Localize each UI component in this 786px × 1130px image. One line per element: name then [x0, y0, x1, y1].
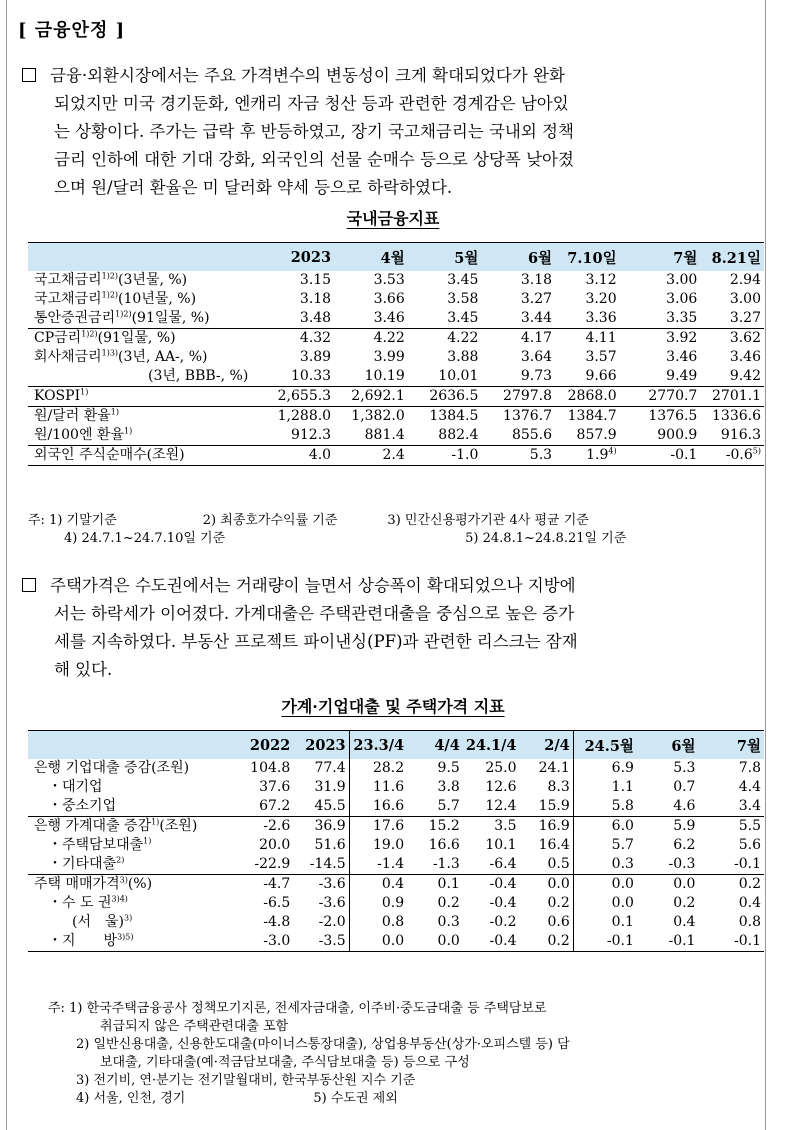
table1-cell: 4.0	[308, 447, 332, 463]
table2-cell: -22.9	[254, 856, 291, 872]
row-label-text: 국고채금리	[34, 272, 102, 288]
table2-cell: 25.0	[485, 760, 517, 776]
table2-cell: 16.4	[538, 837, 570, 853]
para1-line: 되었지만 미국 경기둔화, 엔캐리 자금 청산 등과 관련한 경계감은 남아있	[54, 94, 569, 113]
table2-cell: 4.4	[738, 779, 761, 795]
table1-cell: 3.18	[520, 272, 553, 288]
table2-cell: 3.5	[494, 818, 517, 834]
table1-cell: 3.00	[729, 291, 761, 307]
table2-cell: -0.1	[734, 856, 761, 872]
footnote-marker: 2)	[116, 855, 125, 865]
table2-cell: -0.4	[489, 876, 517, 892]
table1-cell: 2770.7	[648, 388, 698, 404]
table1-cell: 3.44	[520, 310, 553, 326]
row-label-text: 국고채금리	[34, 291, 102, 307]
table1-cell: 3.06	[666, 291, 698, 307]
para1-line: 금리 인하에 대한 기대 강화, 외국인의 선물 순매수 등으로 상당폭 낮아졌	[54, 150, 574, 169]
table1-cell: 881.4	[364, 427, 405, 443]
footnote-marker: 1)2)	[101, 271, 119, 281]
table2-row	[28, 759, 764, 778]
table2-header-cell: 7월	[698, 731, 764, 760]
row-unit-text: (조원)	[159, 818, 198, 834]
row-label-text: 은행 기업대출 증감(조원)	[34, 760, 190, 776]
table2-header-cell: 2/4	[520, 731, 574, 760]
footnote-marker: 3)	[119, 875, 128, 885]
footnote-marker: 1)2)	[115, 309, 132, 319]
table2-cell: 0.9	[349, 894, 407, 913]
table2-cell: -3.5	[318, 933, 346, 949]
table1-notes	[28, 512, 768, 548]
table1-header-cell: 2023	[253, 243, 334, 272]
table1-row	[28, 348, 764, 367]
table1-cell: 2636.5	[429, 388, 479, 404]
table2-cell: 0.0	[349, 932, 407, 952]
table1-cell: 2797.8	[503, 388, 553, 404]
para1-line: 으며 원/달러 환율은 미 달러화 약세 등으로 하락하였다.	[54, 178, 453, 197]
table2-header-cell: 6월	[637, 731, 699, 760]
row-label-text: 회사채금리	[34, 349, 102, 365]
note: 보대출, 기타대출(예·적금담보대출, 주식담보대출 등) 등으로 구성	[100, 1055, 470, 1070]
table1-cell: 10.01	[438, 368, 479, 384]
footnote-marker: 3)5)	[117, 932, 134, 942]
table2-cell: 12.4	[485, 798, 517, 814]
table2-cell: -1.3	[432, 856, 460, 872]
table2-cell: -0.1	[734, 933, 761, 949]
table2-cell: -1.4	[349, 855, 407, 875]
table2-header-cell: 4/4	[407, 731, 463, 760]
table2-cell: 17.6	[349, 817, 407, 837]
table1-row	[28, 290, 764, 309]
table2-cell: -3.0	[263, 933, 291, 949]
domestic-financial-indicators-table	[28, 242, 764, 466]
note: 2) 최종호가수익률 기준	[202, 513, 338, 528]
table2-cell: 0.3	[573, 855, 637, 875]
table2-cell: 104.8	[250, 760, 291, 776]
table1-row-label	[28, 387, 253, 407]
note: 취급되지 않은 주택관련대출 포함	[100, 1019, 289, 1034]
table1-header-cell	[28, 243, 253, 272]
table1-cell: 3.64	[520, 349, 553, 365]
note: 3) 전기비, 연·분기는 전기말월대비, 한국부동산원 지수 기준	[76, 1073, 416, 1088]
table2-cell: 5.5	[738, 818, 761, 834]
footnote-marker: 1)	[110, 407, 120, 417]
table1-cell: 3.20	[585, 291, 617, 307]
paragraph-financial-markets	[22, 62, 764, 202]
table2-header-cell: 2023	[293, 731, 349, 760]
table1-row	[28, 329, 764, 349]
table2-cell: 0.2	[547, 933, 570, 949]
table2-row	[28, 778, 764, 797]
note: 5) 수도권 제외	[313, 1091, 398, 1106]
table2-cell: -0.1	[668, 933, 696, 949]
left-border	[6, 0, 7, 1130]
table2-cell: -0.4	[489, 933, 517, 949]
note: 2) 일반신용대출, 신용한도대출(마이너스통장대출), 상업용부동산(상가·오피스텔 등) 담	[76, 1037, 570, 1052]
table2-row-label	[28, 855, 237, 875]
table1-row-label	[28, 309, 253, 329]
table2-cell: 8.3	[547, 779, 570, 795]
table1-cell: 3.89	[299, 349, 332, 365]
footnote-marker: 1)3)	[101, 348, 119, 358]
table1-cell: 3.45	[447, 310, 479, 326]
table2-row-label	[28, 797, 237, 817]
table2-cell: 5.9	[673, 818, 696, 834]
table2-cell: -3.6	[318, 895, 346, 911]
row-unit-text: (3년물, %)	[118, 272, 188, 288]
row-unit-text: (3년, BBB-, %)	[148, 368, 249, 384]
table1-row-label	[28, 446, 253, 466]
table2-cell: 5.7	[437, 798, 460, 814]
table2-cell: -3.6	[318, 876, 346, 892]
table1-cell: 1,288.0	[277, 408, 332, 424]
row-label-text: 은행 가계대출 증감	[34, 818, 152, 834]
table1-row	[28, 271, 764, 290]
table2-cell: 67.2	[259, 798, 291, 814]
table1-cell: 1,382.0	[351, 408, 405, 424]
footnote-marker: 1)	[124, 426, 133, 436]
table1-cell: 3.27	[520, 291, 553, 307]
table2-cell: 0.0	[547, 876, 570, 892]
table1-cell: 2,692.1	[351, 388, 405, 404]
table1-row	[28, 367, 764, 387]
section-title: [ 금융안정 ]	[18, 20, 126, 41]
table2-row-label	[28, 894, 237, 913]
table2-cell: 0.7	[673, 779, 696, 795]
table1-cell: 4.22	[373, 330, 405, 346]
note: 3) 민간신용평가기관 4사 평균 기준	[387, 513, 589, 528]
table1-row-label	[28, 348, 253, 367]
table2-row-label	[28, 817, 237, 837]
table1-cell: 916.3	[720, 427, 761, 443]
table2-cell: 11.6	[349, 778, 407, 797]
table1-row-label	[28, 290, 253, 309]
table2-title: 가계·기업대출 및 주택가격 지표	[281, 697, 505, 716]
table1-cell: 855.6	[511, 427, 553, 443]
para1-line: 는 상황이다. 주가는 급락 후 반등하였고, 장기 국고채금리는 국내외 정책	[54, 122, 574, 141]
table2-cell: 5.3	[673, 760, 696, 776]
table1-row-label	[28, 271, 253, 290]
table1-cell: 9.73	[520, 368, 553, 384]
table1-cell: 3.46	[729, 349, 761, 365]
table1-row	[28, 426, 764, 446]
table1-cell: 3.92	[666, 330, 698, 346]
table1-cell: 3.35	[666, 310, 698, 326]
table2-cell: 3.8	[437, 779, 460, 795]
note: 주: 1) 한국주택금융공사 정책모기지론, 전세자금대출, 이주비·중도금대출 등 주택담보로	[48, 1001, 547, 1016]
table1-cell: 3.58	[447, 291, 479, 307]
table1-cell: 9.66	[585, 368, 617, 384]
table2-cell: -4.8	[263, 914, 291, 930]
table2-cell: 0.1	[437, 876, 460, 892]
table2-cell: 0.0	[573, 875, 637, 895]
table1-header-cell: 8.21일	[700, 243, 764, 272]
row-unit-text: (%)	[127, 876, 153, 892]
row-label-text: ・주택담보대출	[48, 837, 144, 853]
table2-cell: 10.1	[485, 837, 517, 853]
table1-cell: -0.6$^{5)}$	[725, 446, 761, 463]
table2-header-cell: 23.3/4	[349, 731, 407, 760]
table1-cell: 3.18	[299, 291, 332, 307]
table2-row-label	[28, 836, 237, 855]
row-label-text: CP금리	[34, 330, 82, 346]
table1-cell: 882.4	[438, 427, 479, 443]
table2-row-label	[28, 932, 237, 952]
table2-cell: 5.8	[573, 797, 637, 817]
note: 4) 24.7.1~24.7.10일 기준	[64, 531, 226, 546]
table2-cell: 51.6	[314, 837, 346, 853]
table2-header-cell	[28, 731, 237, 760]
table2-row-label	[28, 778, 237, 797]
table2-cell: 5.6	[738, 837, 761, 853]
table1-cell: 3.45	[447, 272, 479, 288]
table2-cell: 15.9	[538, 798, 570, 814]
table2-row	[28, 913, 764, 932]
table2-cell: 0.4	[349, 875, 407, 895]
footnote-marker: 1)2)	[101, 290, 119, 300]
table2-cell: 20.0	[259, 837, 291, 853]
table2-cell: 0.5	[547, 856, 570, 872]
table1-row-label	[28, 329, 253, 349]
table1-cell: 1384.7	[567, 408, 617, 424]
table1-cell: 2,655.3	[277, 388, 332, 404]
table1-cell: 912.3	[290, 427, 332, 443]
table2-cell: 16.6	[349, 797, 407, 817]
note: 주: 1) 기말기준	[28, 513, 117, 528]
table2-cell: 0.2	[437, 895, 460, 911]
table2-cell: 28.2	[349, 759, 407, 778]
para1-line: 금융·외환시장에서는 주요 가격변수의 변동성이 크게 확대되었다가 완화	[50, 66, 565, 85]
row-label-text: 원/달러 환율	[34, 408, 111, 424]
table2-cell: 16.9	[538, 818, 570, 834]
table1-cell: 2.4	[382, 447, 405, 463]
row-unit-text: (91일물, %)	[131, 310, 210, 326]
table2-cell: 6.9	[573, 759, 637, 778]
table1-cell: 3.46	[373, 310, 405, 326]
row-label-text: ・대기업	[48, 779, 103, 795]
table2-cell: 4.6	[673, 798, 696, 814]
table2-row	[28, 875, 764, 895]
table1-cell: 1.9$^{4)}$	[586, 446, 617, 463]
table2-cell: 37.6	[259, 779, 291, 795]
table1-cell: 1376.5	[648, 408, 698, 424]
row-unit-text: (3년, AA-, %)	[118, 349, 208, 365]
checkbox-bullet-icon	[22, 578, 36, 592]
table1-title: 국내금융지표	[346, 209, 440, 228]
table1-cell: 3.46	[666, 349, 698, 365]
table1-header-cell: 5월	[408, 243, 482, 272]
row-label-text: ・중소기업	[48, 798, 117, 814]
table1-cell: 3.12	[585, 272, 617, 288]
table1-cell: 3.53	[373, 272, 405, 288]
note: 4) 서울, 인천, 경기	[76, 1091, 186, 1106]
table2-row	[28, 817, 764, 837]
table2-cell: 5.7	[573, 836, 637, 855]
household-corporate-loans-housing-table	[28, 730, 764, 952]
row-label-text: 통안증권금리	[34, 310, 116, 326]
table1-row	[28, 407, 764, 427]
note: 5) 24.8.1~24.8.21일 기준	[465, 531, 627, 546]
table1-header-cell: 7월	[620, 243, 701, 272]
table1-cell: 3.15	[299, 272, 332, 288]
row-label-text: 원/100엔 환율	[34, 427, 124, 443]
table1-cell: 3.48	[299, 310, 332, 326]
table1-cell: 1336.6	[712, 408, 761, 424]
table2-cell: 0.1	[573, 913, 637, 932]
row-label-text: (서 울)	[72, 914, 124, 930]
table2-cell: 45.5	[314, 798, 346, 814]
footnote-marker: 5)	[752, 446, 761, 456]
row-label-text: ・기타대출	[48, 856, 117, 872]
table2-cell: 0.4	[673, 914, 696, 930]
table1-row	[28, 446, 764, 466]
table1-row-label	[28, 367, 253, 387]
table1-cell: 3.66	[373, 291, 405, 307]
table1-row	[28, 309, 764, 329]
row-unit-text: (10년물, %)	[118, 291, 197, 307]
table2-cell: 0.0	[673, 876, 696, 892]
table1-cell: 3.88	[447, 349, 479, 365]
table1-cell: -1.0	[451, 447, 479, 463]
footnote-marker: 1)	[80, 387, 89, 397]
para2-line: 세를 지속하였다. 부동산 프로젝트 파이낸싱(PF)과 관련한 리스크는 잠재	[54, 632, 578, 651]
table2-cell: 15.2	[428, 818, 460, 834]
footnote-marker: 1)	[151, 817, 160, 827]
table1-cell: 5.3	[529, 447, 553, 463]
table2-cell: -6.4	[489, 856, 517, 872]
table2-cell: 36.9	[314, 818, 346, 834]
table2-cell: 0.6	[547, 914, 570, 930]
table2-cell: 1.1	[573, 778, 637, 797]
table1-header-cell: 7.10일	[555, 243, 620, 272]
table2-cell: 12.6	[485, 779, 517, 795]
table2-cell: 3.4	[738, 798, 761, 814]
row-label-text: 주택 매매가격	[34, 876, 120, 892]
table2-cell: -14.5	[309, 856, 346, 872]
table2-row	[28, 855, 764, 875]
table2-cell: -4.7	[263, 876, 291, 892]
table1-cell: 2701.1	[712, 388, 761, 404]
paragraph-housing-loans	[22, 572, 764, 684]
table2-cell: -0.3	[668, 856, 696, 872]
table2-cell: 0.0	[573, 894, 637, 913]
table1-row-label	[28, 426, 253, 446]
footnote-marker: 3)4)	[111, 894, 128, 904]
table1-cell: 2.94	[729, 272, 761, 288]
table2-cell: -2.6	[263, 818, 291, 834]
table1-cell: 10.19	[364, 368, 405, 384]
table2-header-cell: 2022	[237, 731, 293, 760]
table2-cell: -0.4	[489, 895, 517, 911]
table2-cell: 0.8	[738, 914, 761, 930]
table1-cell: 3.57	[585, 349, 617, 365]
table2-cell: 0.2	[738, 876, 761, 892]
table1-cell: 3.99	[373, 349, 405, 365]
table1-cell: 3.27	[729, 310, 761, 326]
table2-cell: 0.0	[437, 933, 460, 949]
table2-row	[28, 932, 764, 952]
footnote-marker: 1)2)	[81, 329, 98, 339]
row-unit-text: (91일물, %)	[97, 330, 176, 346]
checkbox-bullet-icon	[22, 68, 36, 82]
table1-cell: 1376.7	[503, 408, 553, 424]
table2-cell: -2.0	[318, 914, 346, 930]
footnote-marker: 3)	[123, 913, 133, 923]
table2-cell: 19.0	[349, 836, 407, 855]
table2-cell: 24.1	[538, 760, 570, 776]
table2-row-label	[28, 913, 237, 932]
table2-cell: 9.5	[437, 760, 460, 776]
table1-header-cell: 6월	[481, 243, 555, 272]
row-label-text: ・수 도 권	[48, 895, 112, 911]
table2-cell: 16.6	[428, 837, 460, 853]
table2-cell: 0.2	[673, 895, 696, 911]
table1-cell: 4.17	[520, 330, 553, 346]
table2-cell: 0.3	[437, 914, 460, 930]
para2-line: 해 있다.	[54, 660, 113, 679]
para2-line: 서는 하락세가 이어졌다. 가계대출은 주택관련대출을 중심으로 높은 증가	[54, 604, 575, 623]
table1-cell: 900.9	[657, 427, 698, 443]
table2-cell: 0.8	[349, 913, 407, 932]
table1-row	[28, 387, 764, 407]
footnote-marker: 1)	[143, 836, 152, 846]
row-label-text: 외국인 주식순매수(조원)	[34, 447, 185, 463]
table2-cell: 31.9	[314, 779, 346, 795]
table1-cell: 4.22	[447, 330, 479, 346]
table2-header-cell: 24.1/4	[463, 731, 520, 760]
row-label-text: KOSPI	[34, 388, 81, 404]
table1-cell: 4.11	[585, 330, 617, 346]
table1-cell: 10.33	[290, 368, 332, 384]
table2-row-label	[28, 875, 237, 895]
table1-cell: 3.00	[666, 272, 698, 288]
table2-cell: 7.8	[738, 760, 761, 776]
table1-cell: 3.36	[585, 310, 617, 326]
table1-cell: 9.49	[666, 368, 698, 384]
table1-cell: 4.32	[299, 330, 332, 346]
table2-cell: 77.4	[314, 760, 346, 776]
table2-cell: -6.5	[263, 895, 291, 911]
table1-row-label	[28, 407, 253, 427]
table2-cell: -0.2	[489, 914, 517, 930]
table1-header-cell: 4월	[334, 243, 408, 272]
table2-row	[28, 836, 764, 855]
table2-row-label	[28, 759, 237, 778]
table2-row	[28, 797, 764, 817]
table2-cell: 6.2	[673, 837, 696, 853]
table2-cell: 0.2	[547, 895, 570, 911]
table1-cell: 857.9	[576, 427, 617, 443]
table2-row	[28, 894, 764, 913]
table2-header-cell: 24.5월	[573, 731, 637, 760]
table2-cell: 0.4	[738, 895, 761, 911]
table1-cell: 3.62	[729, 330, 761, 346]
table2-cell: 6.0	[573, 817, 637, 837]
table1-cell: -0.1	[670, 447, 698, 463]
row-label-text: ・지 방	[48, 933, 118, 949]
table1-cell: 1384.5	[429, 408, 479, 424]
footnote-marker: 4)	[608, 446, 617, 456]
para2-line: 주택가격은 수도권에서는 거래량이 늘면서 상승폭이 확대되었으나 지방에	[50, 576, 576, 595]
table1-cell: 2868.0	[567, 388, 617, 404]
table1-cell: 9.42	[729, 368, 761, 384]
table2-cell: -0.1	[573, 932, 637, 952]
table2-notes	[28, 1000, 768, 1108]
right-border	[765, 0, 766, 1130]
